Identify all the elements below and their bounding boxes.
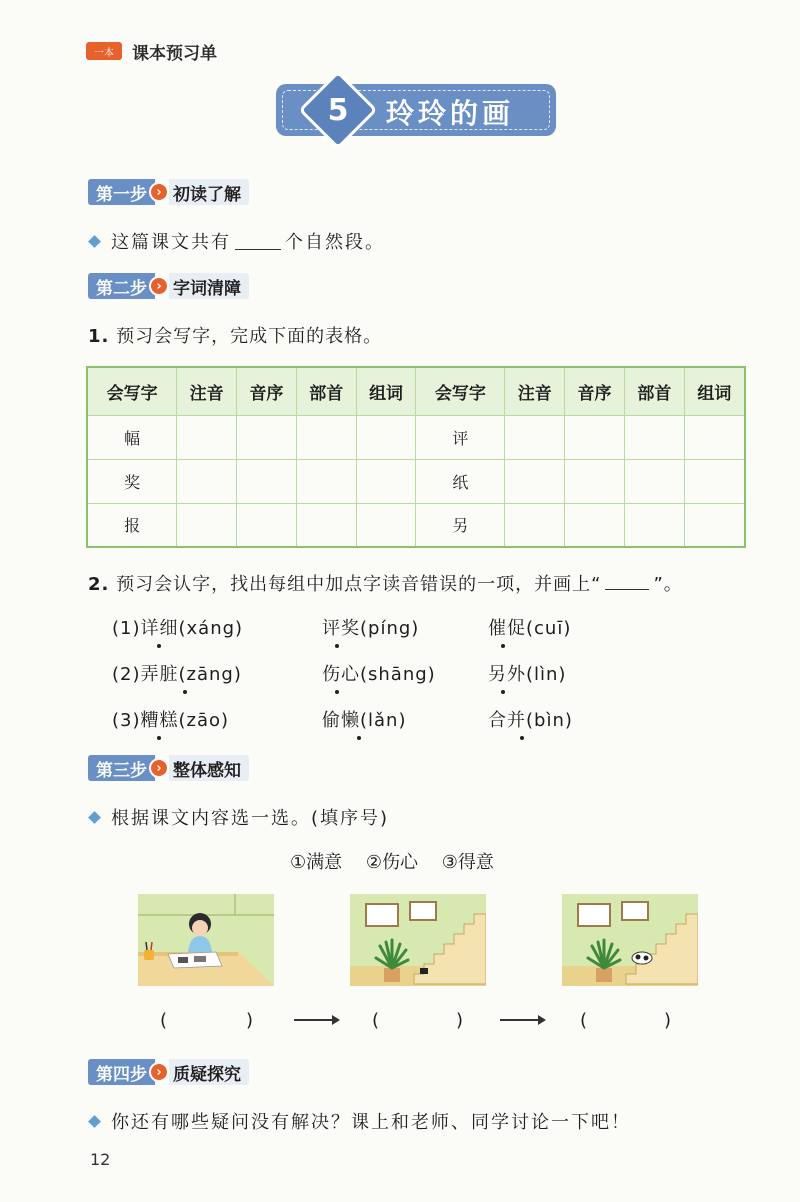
table-header: 注音: [505, 367, 565, 415]
step-label: 第四步: [88, 1059, 155, 1085]
table-cell-char: 纸: [416, 459, 505, 503]
question-2: 2. 预习会认字，找出每组中加点字读音错误的一项，并画上“ ”。: [88, 574, 683, 595]
answer-paren-open: (: [160, 1010, 168, 1031]
chevron-right-icon: ›: [149, 182, 169, 202]
arrow-right-icon: [500, 1019, 544, 1021]
illustration-staircase-dog: [562, 894, 698, 986]
table-cell-char: 幅: [87, 415, 177, 459]
option-item[interactable]: 合并(bìn): [488, 710, 573, 731]
answer-paren-open: (: [372, 1010, 380, 1031]
option-sad: ②伤心: [365, 852, 419, 873]
table-header: 会写字: [87, 367, 177, 415]
chevron-right-icon: ›: [149, 1062, 169, 1082]
chevron-right-icon: ›: [149, 276, 169, 296]
arrow-right-icon: [294, 1019, 338, 1021]
step-1-question: 这篇课文共有 个自然段。: [88, 228, 385, 254]
bullet-diamond-icon: [88, 235, 101, 248]
answer-paren-open: (: [580, 1010, 588, 1031]
choice-options: [290, 848, 512, 874]
option-satisfied: ①满意: [290, 852, 343, 873]
table-cell-blank[interactable]: [624, 459, 684, 503]
emphasis-dot: [501, 690, 505, 694]
illustration-girl-drawing: [138, 894, 274, 986]
lesson-number: 5: [327, 92, 349, 128]
table-row: [87, 459, 745, 503]
option-item[interactable]: 催促(cuī): [488, 618, 572, 639]
step-3-heading: [88, 754, 249, 782]
table-row: [87, 503, 745, 547]
table-cell-blank[interactable]: [624, 503, 684, 547]
table-header: 部首: [624, 367, 684, 415]
emphasis-dot: [357, 736, 361, 740]
table-cell-blank[interactable]: [684, 503, 745, 547]
chevron-right-icon: ›: [149, 758, 169, 778]
table-cell-blank[interactable]: [505, 503, 565, 547]
answer-blank: [605, 572, 649, 590]
answer-paren-close: ): [664, 1010, 672, 1031]
step-2-heading: [88, 272, 249, 300]
table-cell-char: 报: [87, 503, 177, 547]
table-cell-blank[interactable]: [624, 415, 684, 459]
table-cell-blank[interactable]: [237, 459, 297, 503]
answer-paren-close: ): [456, 1010, 464, 1031]
emphasis-dot: [157, 644, 161, 648]
table-cell-blank[interactable]: [237, 503, 297, 547]
option-item[interactable]: 评奖(píng): [322, 618, 420, 639]
step-4-prompt: 你还有哪些疑问没有解决？课上和老师、同学讨论一下吧！: [88, 1108, 631, 1134]
table-header: 音序: [565, 367, 625, 415]
table-header: 组词: [684, 367, 745, 415]
table-cell-blank[interactable]: [296, 415, 356, 459]
table-cell-blank[interactable]: [505, 459, 565, 503]
table-header: 组词: [356, 367, 416, 415]
table-cell-blank[interactable]: [177, 415, 237, 459]
question-1: 1. 预习会写字，完成下面的表格。: [88, 326, 383, 347]
page-number: 12: [90, 1150, 111, 1169]
emphasis-dot: [335, 690, 339, 694]
option-item[interactable]: (2)弄脏(zāng): [112, 664, 242, 685]
table-cell-char: 评: [416, 415, 505, 459]
illustration-staircase-plant: [350, 894, 486, 986]
step-name: 整体感知: [169, 755, 249, 781]
emphasis-dot: [501, 644, 505, 648]
option-item[interactable]: 偷懒(lǎn): [322, 710, 407, 731]
table-header: 部首: [296, 367, 356, 415]
answer-paren-close: ): [246, 1010, 254, 1031]
table-cell-blank[interactable]: [177, 503, 237, 547]
step-label: 第一步: [88, 179, 155, 205]
option-item[interactable]: 另外(lìn): [488, 664, 567, 685]
emphasis-dot: [157, 736, 161, 740]
option-item[interactable]: 伤心(shāng): [322, 664, 436, 685]
table-cell-blank[interactable]: [565, 459, 625, 503]
step-name: 初读了解: [169, 179, 249, 205]
table-cell-blank[interactable]: [565, 503, 625, 547]
step-name: 字词清障: [169, 273, 249, 299]
table-cell-char: 奖: [87, 459, 177, 503]
emphasis-dot: [335, 644, 339, 648]
table-cell-blank[interactable]: [177, 459, 237, 503]
bullet-diamond-icon: [88, 811, 101, 824]
table-cell-char: 另: [416, 503, 505, 547]
table-cell-blank[interactable]: [684, 415, 745, 459]
table-cell-blank[interactable]: [237, 415, 297, 459]
table-cell-blank[interactable]: [356, 415, 416, 459]
header-tag: 一本: [86, 42, 122, 60]
table-cell-blank[interactable]: [356, 503, 416, 547]
table-header: 会写字: [416, 367, 505, 415]
answer-blank[interactable]: [235, 232, 281, 250]
table-row: [87, 415, 745, 459]
option-proud: ③得意: [441, 852, 494, 873]
step-1-heading: [88, 178, 249, 206]
lesson-title: 玲玲的画: [386, 97, 515, 130]
step-label: 第三步: [88, 755, 155, 781]
option-item[interactable]: (3)糟糕(zāo): [112, 710, 230, 731]
emphasis-dot: [520, 736, 524, 740]
table-header: 音序: [237, 367, 297, 415]
table-cell-blank[interactable]: [296, 503, 356, 547]
table-cell-blank[interactable]: [296, 459, 356, 503]
table-cell-blank[interactable]: [505, 415, 565, 459]
option-item[interactable]: (1)详细(xáng): [112, 618, 244, 639]
table-cell-blank[interactable]: [356, 459, 416, 503]
header-title: 课本预习单: [132, 44, 217, 64]
word-table: [86, 366, 746, 548]
table-cell-blank[interactable]: [684, 459, 745, 503]
step-label: 第二步: [88, 273, 155, 299]
step-name: 质疑探究: [169, 1059, 249, 1085]
table-header: 注音: [177, 367, 237, 415]
step-3-prompt: 根据课文内容选一选。(填序号): [88, 804, 389, 830]
step-4-heading: [88, 1058, 249, 1086]
table-cell-blank[interactable]: [565, 415, 625, 459]
bullet-diamond-icon: [88, 1115, 101, 1128]
emphasis-dot: [183, 690, 187, 694]
